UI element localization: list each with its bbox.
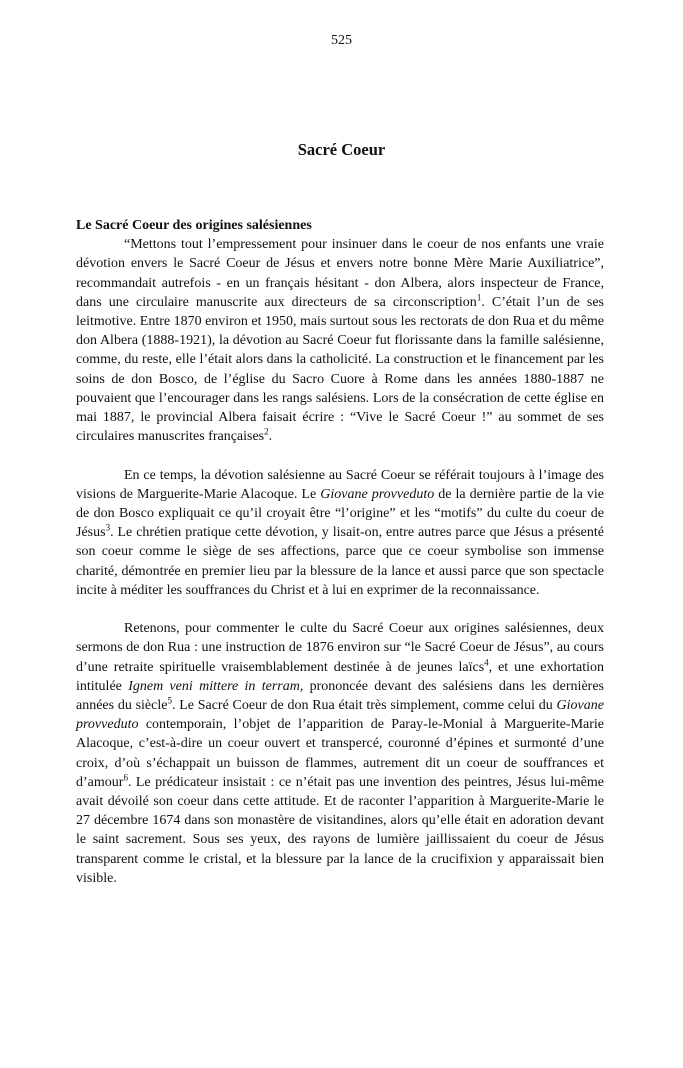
text-run: . Le Sacré Coeur de don Rua était très simplement, comme celui du (171, 698, 557, 714)
paragraph-intro (76, 235, 604, 446)
paragraph-1 (76, 216, 604, 235)
page-title: Sacré Coeur (297, 140, 386, 159)
text-run: Retenons, pour commenter le culte du Sacré Coeur aux origines salésiennes, deux sermons de don Rua : une instruction de 1876 environ sur “le Sacré Coeur de Jésus”, au cours d’une retraite spirituelle vraisemblablement destinée à de jeunes laïcs (76, 621, 604, 675)
footnote-marker: 5 (167, 695, 172, 706)
text-run: En ce temps, la dévotion salésienne au Sacré Coeur se référait toujours à l’image des visions de Marguerite-Marie Alacoque. Le (76, 467, 604, 502)
footnote-marker: 3 (105, 522, 111, 533)
text-run: . C’était l’un de ses leitmotive. Entre 1870 environ et 1950, mais surtout sous les rectorats de don Rua et du même don Albera (1888-1921), la dévotion au Sacré Coeur fut florissante dans la famille salésienne, comme, du reste, elle l’était alors dans la catholicité. La construction et le financement par les soins de don Bosco, de l’église du Sacro Cuore à Rome dans les années 1880-1887 ne pouvaient que l’encourager dans les rangs salésiens. Lors de la consécration de cette église en mai 1887, le provincial Albera faisait écrire : “Vive le Sacré Coeur !” au sommet de ses circulaires manuscrites françaises (76, 294, 605, 445)
text-run: . Le prédicateur insistait : ce n’était pas une invention des peintres, Jésus lui-même avait dévoilé son coeur dans cette attitude. Et de raconter l’apparition à Marguerite-Marie le 27 décembre 1674 dans son monastère de visitandines, alors qu’elle était en adoration devant le saint sacrement. Sous ses yeux, des rayons de lumière jaillissaient du coeur de Jésus transparent comme le cristal, et la blessure par la lance de la crucifixion y apparaissait bien visible. (76, 774, 604, 886)
paragraph-giovane (76, 466, 604, 600)
text-run: . (268, 429, 273, 445)
page-number: 525 (331, 33, 352, 48)
italic-title: Giovane provveduto (76, 698, 604, 733)
footnote-marker: 6 (123, 772, 128, 783)
text-run: , prononcée devant des salésiens dans les dernières années du siècle (76, 678, 604, 714)
text-run: contemporain, l’objet de l’apparition de Paray-le-Monial à Marguerite-Marie Alacoque, c’est-à-dire un coeur ouvert et transpercé, couronné d’épines et surmonté d’une croix, d’où s’échappait un buisson de flammes, autrement dit un coeur de souffrances et d’amour (76, 717, 604, 790)
text-run: , et une exhortation intitulée (76, 659, 605, 694)
italic-title: Giovane provveduto (320, 486, 435, 502)
italic-title: Ignem veni mittere in terram (128, 678, 300, 694)
footnote-marker: 1 (476, 292, 482, 303)
section-heading: Le Sacré Coeur des origines salésiennes (76, 218, 312, 233)
body-text (76, 216, 604, 888)
text-run: de la dernière partie de la vie de don Bosco expliquait ce qu’il croyait être “l’origine” et les “motifs” du culte du coeur de Jésus (76, 486, 604, 541)
footnote-marker: 4 (484, 656, 489, 667)
text-run: . Le chrétien pratique cette dévotion, y lisait-on, entre autres parce que Jésus a présenté son coeur comme le siège de ses affections, parce que ce coeur symbolise son immense charité, démontrée en premier lieu par la blessure de la lance et aussi parce que son spectacle incite à méditer les souffrances du Christ et à lui en exprimer de la reconnaissance. (76, 525, 604, 598)
text-run: “Mettons tout l’empressement pour insinuer dans le coeur de nos enfants une vraie dévotion envers le Sacré Coeur de Jésus et envers notre bonne Mère Marie Auxiliatrice”, recommandait autrefois - en un français hésitant - don Albera, alors inspecteur de France, dans une circulaire manuscrite aux directeurs de sa circonscription (76, 237, 604, 310)
footnote-marker: 2 (264, 426, 269, 437)
paragraph-sermons (76, 619, 604, 888)
